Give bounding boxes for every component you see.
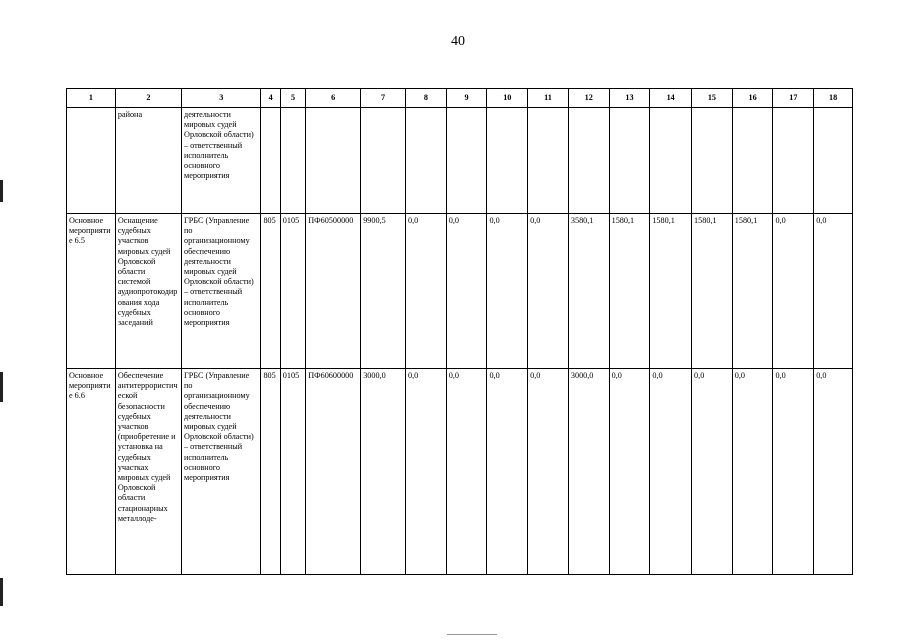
table-cell-col-5: 0105 bbox=[280, 369, 305, 575]
table-cell-col-7 bbox=[361, 108, 406, 214]
table-cell-col-3: деятельности мировых судей Орловской области) – ответственный исполнитель основного мероприятия bbox=[182, 108, 261, 214]
table-cell-col-3: ГРБС (Управление по организационному обеспечению деятельности мировых судей Орловской области) – ответственный исполнитель основного мероприятия bbox=[182, 214, 261, 369]
table-cell-col-1: Основное мероприятие 6.6 bbox=[67, 369, 116, 575]
table-cell-col-17 bbox=[773, 108, 814, 214]
budget-table bbox=[66, 88, 853, 575]
table-cell-col-16: 0,0 bbox=[732, 369, 773, 575]
table-cell-col-2: района bbox=[115, 108, 181, 214]
table-cell-col-4: 805 bbox=[261, 369, 280, 575]
table-cell-col-13: 1580,1 bbox=[609, 214, 650, 369]
table-cell-col-7: 9900,5 bbox=[361, 214, 406, 369]
table-cell-col-14: 0,0 bbox=[650, 369, 692, 575]
table-cell-col-5 bbox=[280, 108, 305, 214]
column-header-3: 3 bbox=[182, 89, 261, 108]
scan-edge-mark bbox=[0, 578, 3, 606]
table-cell-col-6: ПФ60500000 bbox=[306, 214, 361, 369]
table-cell-col-14 bbox=[650, 108, 692, 214]
column-header-11: 11 bbox=[528, 89, 569, 108]
table-cell-col-15 bbox=[692, 108, 733, 214]
table-cell-col-6 bbox=[306, 108, 361, 214]
column-header-13: 13 bbox=[609, 89, 650, 108]
table-cell-col-11 bbox=[528, 108, 569, 214]
scan-artifact bbox=[447, 634, 497, 635]
table-cell-col-15: 0,0 bbox=[692, 369, 733, 575]
column-header-8: 8 bbox=[406, 89, 447, 108]
table-cell-col-11: 0,0 bbox=[528, 369, 569, 575]
table-cell-col-8: 0,0 bbox=[406, 369, 447, 575]
table-cell-col-17: 0,0 bbox=[773, 369, 814, 575]
table-cell-col-3: ГРБС (Управление по организационному обеспечению деятельности мировых судей Орловской области) – ответственный исполнитель основного мероприятия bbox=[182, 369, 261, 575]
column-header-12: 12 bbox=[568, 89, 609, 108]
table-cell-col-12 bbox=[568, 108, 609, 214]
column-header-14: 14 bbox=[650, 89, 692, 108]
column-header-10: 10 bbox=[487, 89, 528, 108]
column-header-4: 4 bbox=[261, 89, 280, 108]
table-cell-col-17: 0,0 bbox=[773, 214, 814, 369]
column-header-2: 2 bbox=[115, 89, 181, 108]
table-cell-col-18 bbox=[814, 108, 853, 214]
table-cell-col-1 bbox=[67, 108, 116, 214]
table-cell-col-13 bbox=[609, 108, 650, 214]
table-cell-col-6: ПФ60600000 bbox=[306, 369, 361, 575]
table-cell-col-4: 805 bbox=[261, 214, 280, 369]
column-header-17: 17 bbox=[773, 89, 814, 108]
column-header-18: 18 bbox=[814, 89, 853, 108]
table-cell-col-14: 1580,1 bbox=[650, 214, 692, 369]
column-header-5: 5 bbox=[280, 89, 305, 108]
table-cell-col-5: 0105 bbox=[280, 214, 305, 369]
table-row bbox=[67, 214, 853, 369]
table-cell-col-18: 0,0 bbox=[814, 369, 853, 575]
table-cell-col-9: 0,0 bbox=[446, 369, 487, 575]
column-header-15: 15 bbox=[692, 89, 733, 108]
table-cell-col-10 bbox=[487, 108, 528, 214]
table-cell-col-16 bbox=[732, 108, 773, 214]
table-cell-col-10: 0,0 bbox=[487, 214, 528, 369]
table-cell-col-16: 1580,1 bbox=[732, 214, 773, 369]
table-cell-col-7: 3000,0 bbox=[361, 369, 406, 575]
table-cell-col-12: 3580,1 bbox=[568, 214, 609, 369]
column-header-9: 9 bbox=[446, 89, 487, 108]
table-row bbox=[67, 108, 853, 214]
table-cell-col-4 bbox=[261, 108, 280, 214]
page-number: 40 bbox=[451, 34, 465, 49]
table-cell-col-8: 0,0 bbox=[406, 214, 447, 369]
table-cell-col-12: 3000,0 bbox=[568, 369, 609, 575]
table-cell-col-1: Основное мероприятие 6.5 bbox=[67, 214, 116, 369]
scan-edge-mark bbox=[0, 372, 3, 402]
table-body bbox=[67, 89, 853, 575]
column-header-16: 16 bbox=[732, 89, 773, 108]
table-cell-col-2: Обеспечение антитеррористической безопасности судебных участков (приобретение и установка на судебных участках мировых судей Орловской области стационарных металлоде- bbox=[115, 369, 181, 575]
table-cell-col-10: 0,0 bbox=[487, 369, 528, 575]
table-cell-col-18: 0,0 bbox=[814, 214, 853, 369]
column-header-1: 1 bbox=[67, 89, 116, 108]
table-cell-col-11: 0,0 bbox=[528, 214, 569, 369]
table-cell-col-9: 0,0 bbox=[446, 214, 487, 369]
column-header-6: 6 bbox=[306, 89, 361, 108]
table-cell-col-9 bbox=[446, 108, 487, 214]
table-cell-col-15: 1580,1 bbox=[692, 214, 733, 369]
table-row bbox=[67, 369, 853, 575]
table-header-row bbox=[67, 89, 853, 108]
column-header-7: 7 bbox=[361, 89, 406, 108]
scan-edge-mark bbox=[0, 180, 3, 202]
table-cell-col-8 bbox=[406, 108, 447, 214]
table-cell-col-2: Оснащение судебных участков мировых судей Орловской области системой аудиопротокодирования хода судебных заседаний bbox=[115, 214, 181, 369]
table-cell-col-13: 0,0 bbox=[609, 369, 650, 575]
